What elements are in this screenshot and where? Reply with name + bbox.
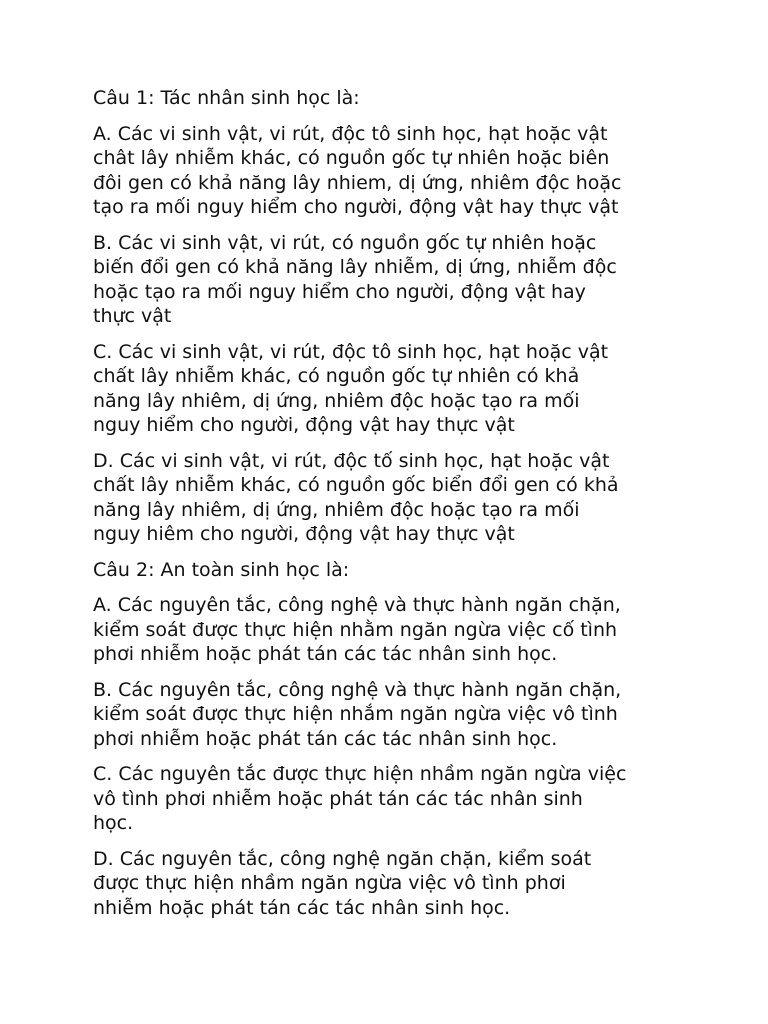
question-1-option-a: A. Các vi sinh vật, vi rút, độc tô sinh học, hạt hoặc vật chât lây nhiễm khác, có nguồn gốc tự nhiên hoặc biên đôi gen có khả năng lây nhiem, dị ứng, nhiêm độc hoặc tạo ra mối nguy hiểm cho người, động vật hay thực vật [93,122,622,218]
question-2-heading: Câu 2: An toàn sinh học là: [93,558,350,581]
question-2-option-b: B. Các nguyên tắc, công nghệ và thực hành ngăn chặn, kiểm soát được thực hiện nhắm ngăn ngừa việc vô tình phơi nhiễm hoặc phát tán các tác nhân sinh học. [93,678,622,750]
question-2-option-d: D. Các nguyên tắc, công nghệ ngăn chặn, kiểm soát được thực hiện nhầm ngăn ngừa việc vô tình phơi nhiễm hoặc phát tán các tác nhân sinh học. [93,847,592,919]
question-1-option-d: D. Các vi sinh vật, vi rút, độc tố sinh học, hạt hoặc vật chất lây nhiễm khác, có nguồn gốc biển đổi gen có khả năng lây nhiêm, dị ứng, nhiêm độc hoặc tạo ra mối nguy hiêm cho người, động vật hay thực vật [93,449,619,545]
document-page [93,86,678,931]
question-2-option-c: C. Các nguyên tắc được thực hiện nhầm ngăn ngừa việc vô tình phơi nhiễm hoặc phát tán các tác nhân sinh học. [93,763,627,834]
question-1-option-c: C. Các vi sinh vật, vi rút, độc tô sinh học, hạt hoặc vật chất lây nhiễm khác, có nguồn gốc tự nhiên có khả năng lây nhiêm, dị ứng, nhiêm độc hoặc tạo ra mối nguy hiểm cho người, động vật hay thực vật [93,340,609,436]
question-1-heading: Câu 1: Tác nhân sinh học là: [93,87,360,109]
question-1-option-b: B. Các vi sinh vật, vi rút, có nguồn gốc tự nhiên hoặc biến đổi gen có khả năng lây nhiễm, dị ứng, nhiễm độc hoặc tạo ra mối nguy hiểm cho người, động vật hay thực vật [93,231,617,327]
question-2-option-a: A. Các nguyên tắc, công nghệ và thực hành ngăn chặn, kiểm soát được thực hiện nhằm ngăn ngừa việc cố tình phơi nhiễm hoặc phát tán các tác nhân sinh học. [93,594,621,665]
